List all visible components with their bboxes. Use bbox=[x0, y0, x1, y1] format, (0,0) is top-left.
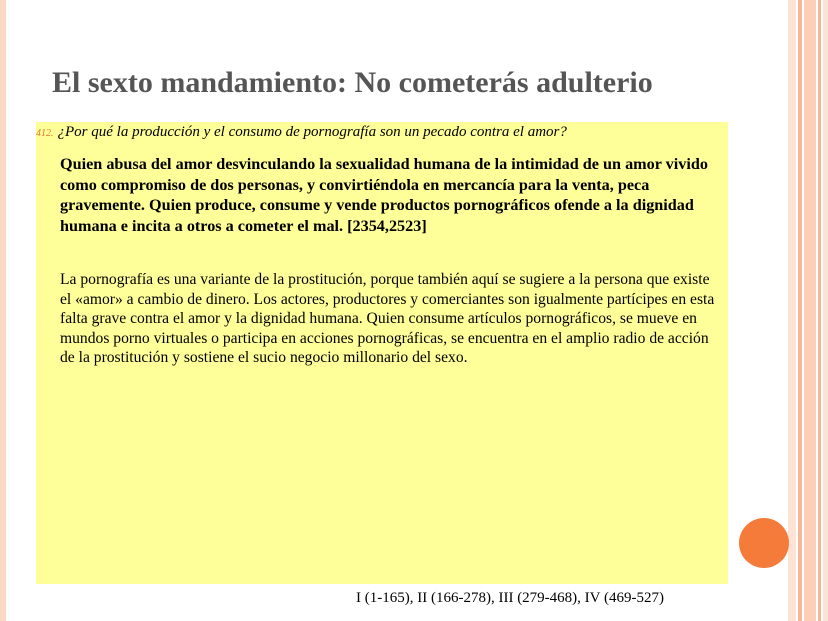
band-4 bbox=[818, 0, 821, 621]
decorative-circle bbox=[739, 518, 789, 568]
left-decorative-stripe bbox=[0, 0, 6, 621]
question-line bbox=[36, 124, 567, 141]
band-1 bbox=[788, 0, 796, 621]
footer-sections: I (1-165), II (166-278), III (279-468), IV (469-527) bbox=[356, 590, 664, 606]
top-border bbox=[0, 0, 828, 8]
answer-explanation: La pornografía es una variante de la prostitución, porque también aquí se sugiere a la persona que existe el «amor» a cambio de dinero. Los actores, productores y comerciantes son igualmente partícipes en esta falta grave contra el amor y la dignidad humana. Quien consume artículos pornográficos, se mueve en mundos porno virtuales o participa en acciones pornográficas, se encuentra en el amplio radio de acción de la prostitución y sostiene el sucio negocio millonario del sexo. bbox=[60, 271, 715, 367]
band-3 bbox=[804, 0, 816, 621]
question-text: ¿Por qué la producción y el consumo de pornografía son un pecado contra el amor? bbox=[57, 124, 567, 140]
right-decorative-bands bbox=[788, 0, 828, 621]
answer-summary: Quien abusa del amor desvinculando la sexualidad humana de la intimidad de un amor vivido como compromiso de dos personas, y convirtiéndola en mercancía para la venta, peca gravemente. Quien produce, consume y vende productos pornográficos ofende a la dignidad humana e incita a otros a cometer el mal. [2354,2523] bbox=[60, 155, 708, 235]
band-5 bbox=[823, 0, 828, 621]
band-2 bbox=[798, 0, 802, 621]
question-number: 412. bbox=[36, 128, 54, 139]
slide-title: El sexto mandamiento: No cometerás adulterio bbox=[52, 66, 653, 99]
